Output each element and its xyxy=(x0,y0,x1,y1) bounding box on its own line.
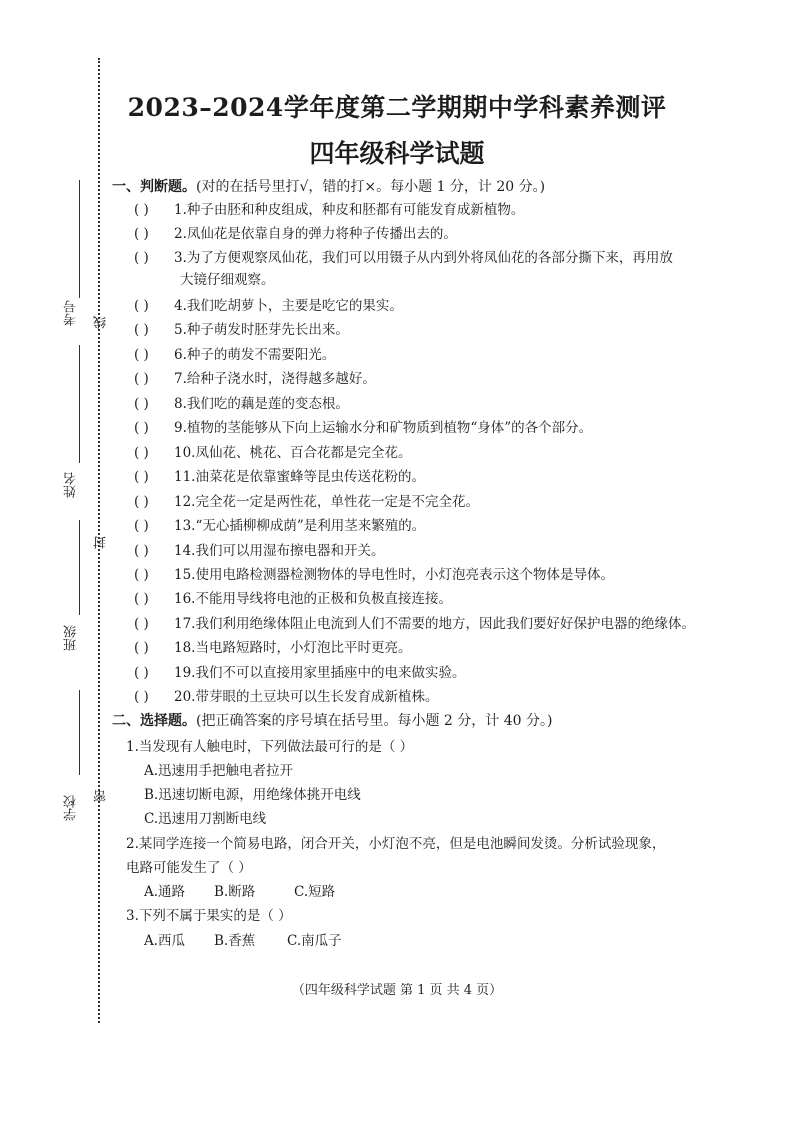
tf-text: 8.我们吃的藕是莲的变态根。 xyxy=(174,396,349,412)
tf-item xyxy=(134,318,349,338)
answer-parens[interactable]: ( ) xyxy=(134,616,149,632)
tf-item xyxy=(134,198,524,218)
tf-text: 7.给种子浇水时，浇得越多越好。 xyxy=(174,371,376,387)
tf-item xyxy=(134,490,479,510)
mc-question-3: 3.下列不属于果实的是（ ） xyxy=(126,908,292,924)
answer-parens[interactable]: ( ) xyxy=(134,543,149,559)
section1-title: 一、判断题。 xyxy=(112,179,196,195)
answer-parens[interactable]: ( ) xyxy=(134,250,149,266)
section2-heading xyxy=(112,710,552,730)
answer-parens[interactable]: ( ) xyxy=(134,445,149,461)
tf-item xyxy=(134,563,614,583)
answer-parens[interactable]: ( ) xyxy=(134,396,149,412)
answer-parens[interactable]: ( ) xyxy=(134,469,149,485)
tf-text: 9.植物的茎能够从下向上运输水分和矿物质到植物“身体”的各个部分。 xyxy=(174,420,593,436)
answer-parens[interactable]: ( ) xyxy=(134,518,149,534)
mc-q1-option-c[interactable]: C.迅速用刀割断电线 xyxy=(144,811,267,827)
answer-parens[interactable]: ( ) xyxy=(134,226,149,242)
mc-q2-option-a[interactable]: A.通路 xyxy=(144,884,186,900)
tf-item xyxy=(134,539,384,559)
section1-note: (对的在括号里打√，错的打×。每小题 1 分，计 20 分。) xyxy=(196,179,546,195)
exam-no-label: 考号 xyxy=(64,300,79,326)
seal-char-dense: 密 xyxy=(94,790,109,803)
school-label: 学校 xyxy=(64,795,79,821)
answer-parens[interactable]: ( ) xyxy=(134,298,149,314)
tf-text: 14.我们可以用湿布擦电器和开关。 xyxy=(174,543,385,559)
page-footer: （四年级科学试题 第 1 页 共 4 页） xyxy=(291,983,503,998)
tf-text: 15.使用电路检测器检测物体的导电性时，小灯泡亮表示这个物体是导体。 xyxy=(174,567,614,583)
answer-parens[interactable]: ( ) xyxy=(134,689,149,705)
tf-text: 19.我们不可以直接用家里插座中的电来做实验。 xyxy=(174,665,466,681)
tf-item xyxy=(134,636,411,656)
mc-q2-option-c[interactable]: C.短路 xyxy=(294,884,336,900)
tf-item xyxy=(134,367,376,387)
class-label: 班级 xyxy=(64,625,79,651)
school-underline xyxy=(79,690,80,775)
answer-parens[interactable]: ( ) xyxy=(134,567,149,583)
seal-char-seal: 封 xyxy=(94,536,109,549)
tf-item xyxy=(134,441,411,461)
tf-item xyxy=(134,685,438,705)
tf-text: 6.种子的萌发不需要阳光。 xyxy=(174,347,336,363)
tf-item xyxy=(134,392,349,412)
mc-q1-option-b[interactable]: B.迅速切断电源，用绝缘体挑开电线 xyxy=(144,787,361,803)
tf-text: 5.种子萌发时胚芽先长出来。 xyxy=(174,322,349,338)
seal-char-line: 线 xyxy=(94,316,109,329)
tf-item xyxy=(134,416,592,436)
mc-question-2: 2.某同学连接一个简易电路，闭合开关，小灯泡不亮，但是电池瞬间发烫。分析试验现象， xyxy=(126,836,666,852)
section2-note: (把正确答案的序号填在括号里。每小题 2 分，计 40 分。) xyxy=(196,713,553,729)
tf-item xyxy=(134,294,403,314)
answer-parens[interactable]: ( ) xyxy=(134,371,149,387)
section2-title: 二、选择题。 xyxy=(112,713,196,729)
mc-question-1: 1.当发现有人触电时，下列做法最可行的是（ ） xyxy=(126,739,414,755)
tf-text: 18.当电路短路时，小灯泡比平时更亮。 xyxy=(174,640,412,656)
mc-q3-option-b[interactable]: B.香蕉 xyxy=(214,933,256,949)
tf-text: 3.为了方便观察凤仙花，我们可以用镊子从内到外将凤仙花的各部分撕下来，再用放 xyxy=(174,250,673,266)
tf-item xyxy=(134,222,457,242)
name-underline xyxy=(79,345,80,463)
name-label: 姓名 xyxy=(64,472,79,498)
answer-parens[interactable]: ( ) xyxy=(134,665,149,681)
tf-text: 17.我们利用绝缘体阻止电流到人们不需要的地方，因此我们要好好保护电器的绝缘体。 xyxy=(174,616,695,632)
mc-question-2-continued: 电路可能发生了（ ） xyxy=(126,860,252,876)
mc-q3-option-a[interactable]: A.西瓜 xyxy=(144,933,186,949)
tf-item xyxy=(134,465,425,485)
answer-parens[interactable]: ( ) xyxy=(134,322,149,338)
answer-parens[interactable]: ( ) xyxy=(134,202,149,218)
tf-text: 4.我们吃胡萝卜，主要是吃它的果实。 xyxy=(174,298,403,314)
tf-text: 13.“无心插柳柳成荫”是利用茎来繁殖的。 xyxy=(174,518,426,534)
mc-q3-option-c[interactable]: C.南瓜子 xyxy=(287,933,342,949)
class-underline xyxy=(79,520,80,615)
tf-text: 1.种子由胚和种皮组成，种皮和胚都有可能发育成新植物。 xyxy=(174,202,525,218)
mc-q2-option-b[interactable]: B.断路 xyxy=(214,884,256,900)
tf-item xyxy=(134,343,335,363)
tf-item xyxy=(134,587,452,607)
answer-parens[interactable]: ( ) xyxy=(134,494,149,510)
tf-text: 12.完全花一定是两性花，单性花一定是不完全花。 xyxy=(174,494,479,510)
tf-text: 10.凤仙花、桃花、百合花都是完全花。 xyxy=(174,445,412,461)
tf-text: 11.油菜花是依靠蜜蜂等昆虫传送花粉的。 xyxy=(174,469,425,485)
tf-text: 16.不能用导线将电池的正极和负极直接连接。 xyxy=(174,591,452,607)
section1-heading xyxy=(112,176,545,196)
answer-parens[interactable]: ( ) xyxy=(134,420,149,436)
tf-item xyxy=(134,661,465,681)
answer-parens[interactable]: ( ) xyxy=(134,347,149,363)
exam-title: 2023–2024学年度第二学期期中学科素养测评 xyxy=(127,93,667,122)
answer-parens[interactable]: ( ) xyxy=(134,591,149,607)
exam-subtitle: 四年级科学试题 xyxy=(309,139,485,168)
tf-item xyxy=(134,246,673,288)
tf-text-continued: 大镜仔细观察。 xyxy=(180,272,275,288)
mc-q1-option-a[interactable]: A.迅速用手把触电者拉开 xyxy=(144,763,294,779)
answer-parens[interactable]: ( ) xyxy=(134,640,149,656)
tf-text: 20.带芽眼的土豆块可以生长发育成新植株。 xyxy=(174,689,439,705)
tf-text: 2.凤仙花是依靠自身的弹力将种子传播出去的。 xyxy=(174,226,457,242)
exam-no-underline xyxy=(79,180,80,298)
tf-item xyxy=(134,612,695,632)
tf-item xyxy=(134,514,425,534)
